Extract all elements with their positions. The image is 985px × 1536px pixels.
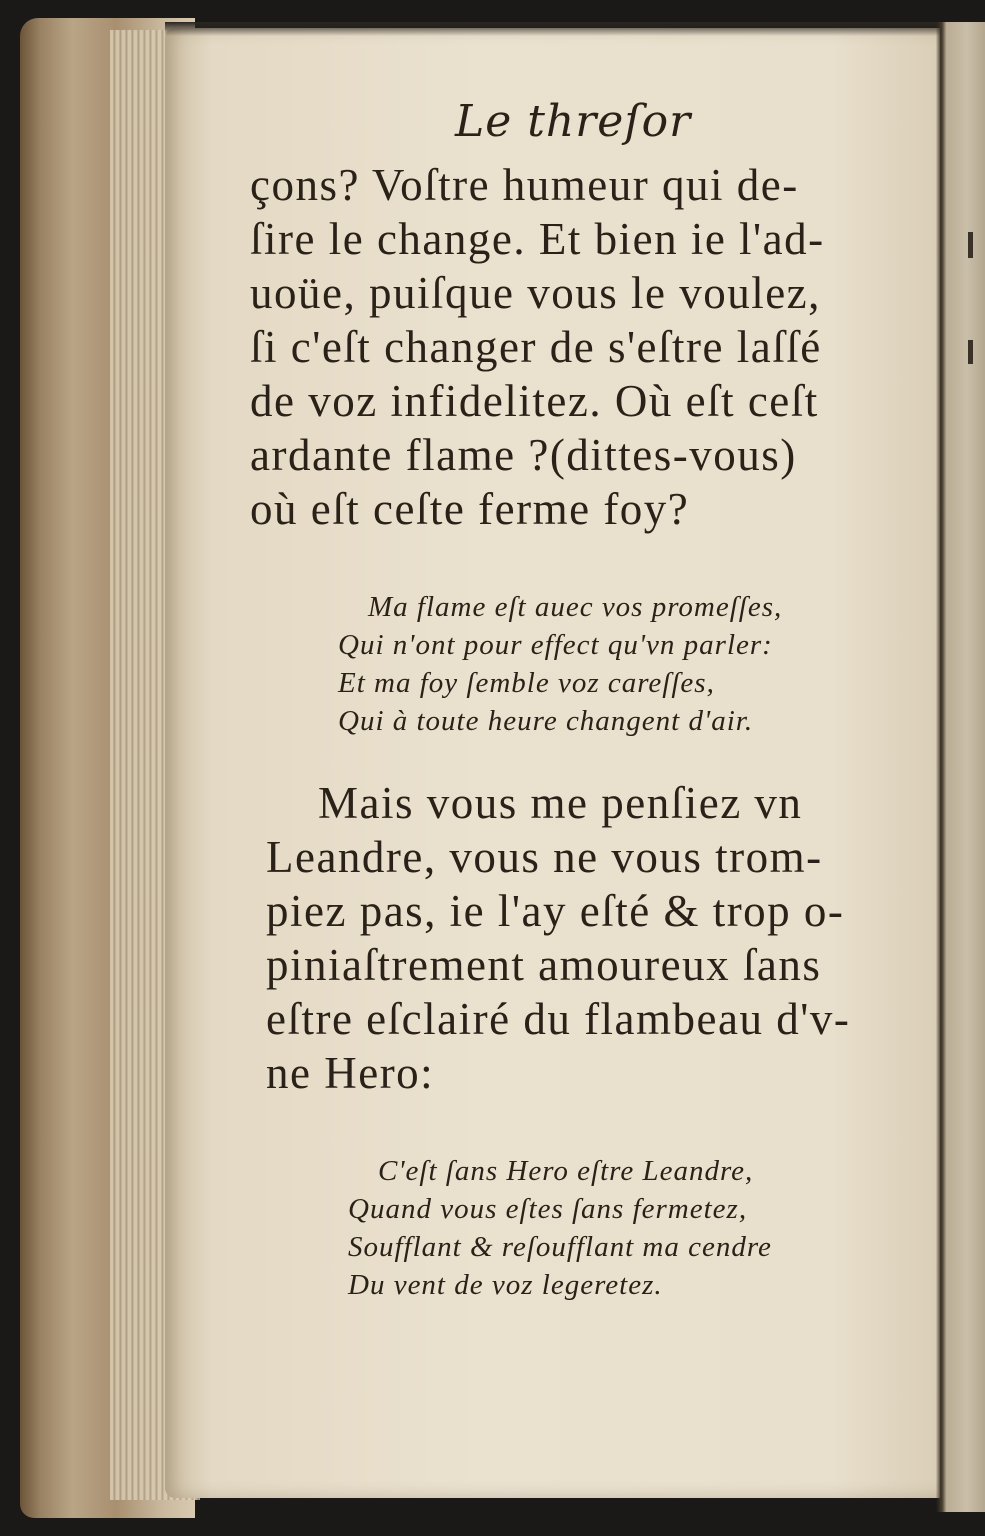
verse-line: Ma flame eſt auec vos promeſſes, xyxy=(368,591,783,623)
verse-line: Qui n'ont pour effect qu'vn parler: xyxy=(338,629,773,661)
text-line: piniaſtrement amoureux ſans xyxy=(266,940,822,990)
facing-page-mark xyxy=(968,232,973,258)
text-line: çons? Voſtre humeur qui de- xyxy=(250,160,799,210)
text-line: Leandre, vous ne vous trom- xyxy=(266,832,823,882)
verse-line: Qui à toute heure changent d'air. xyxy=(338,705,754,737)
verse-2 xyxy=(348,1152,772,1304)
book-gutter xyxy=(936,22,946,1512)
page-shadow xyxy=(165,22,950,36)
text-line: de voz infidelitez. Où eſt ceſt xyxy=(250,376,819,426)
text-line: ſi c'eſt changer de s'eſtre laſſé xyxy=(250,322,822,372)
running-head: Le threſor xyxy=(455,96,692,147)
verse-line: C'eſt ſans Hero eſtre Leandre, xyxy=(378,1155,754,1187)
text-line: Mais vous me penſiez vn xyxy=(318,778,803,828)
facing-page-edge xyxy=(940,22,985,1512)
verse-line: Soufflant & reſoufflant ma cendre xyxy=(348,1231,772,1263)
verse-line: Du vent de voz legeretez. xyxy=(348,1269,663,1301)
text-line: ardante flame ?(dittes-vous) xyxy=(250,430,797,480)
paragraph-1 xyxy=(250,158,890,536)
text-line: où eſt ceſte ferme foy? xyxy=(250,484,690,534)
facing-page-mark xyxy=(968,340,973,364)
verse-line: Et ma foy ſemble voz careſſes, xyxy=(338,667,715,699)
text-line: uoüe, puiſque vous le voulez, xyxy=(250,268,821,318)
verse-1 xyxy=(338,588,782,740)
text-line: eſtre eſclairé du flambeau d'v- xyxy=(266,994,851,1044)
text-line: piez pas, ie l'ay eſté & trop o- xyxy=(266,886,845,936)
text-line: ne Hero: xyxy=(266,1048,435,1098)
verse-line: Quand vous eſtes ſans fermetez, xyxy=(348,1193,748,1225)
paragraph-2 xyxy=(266,776,906,1100)
text-line: ſire le change. Et bien ie l'ad- xyxy=(250,214,825,264)
